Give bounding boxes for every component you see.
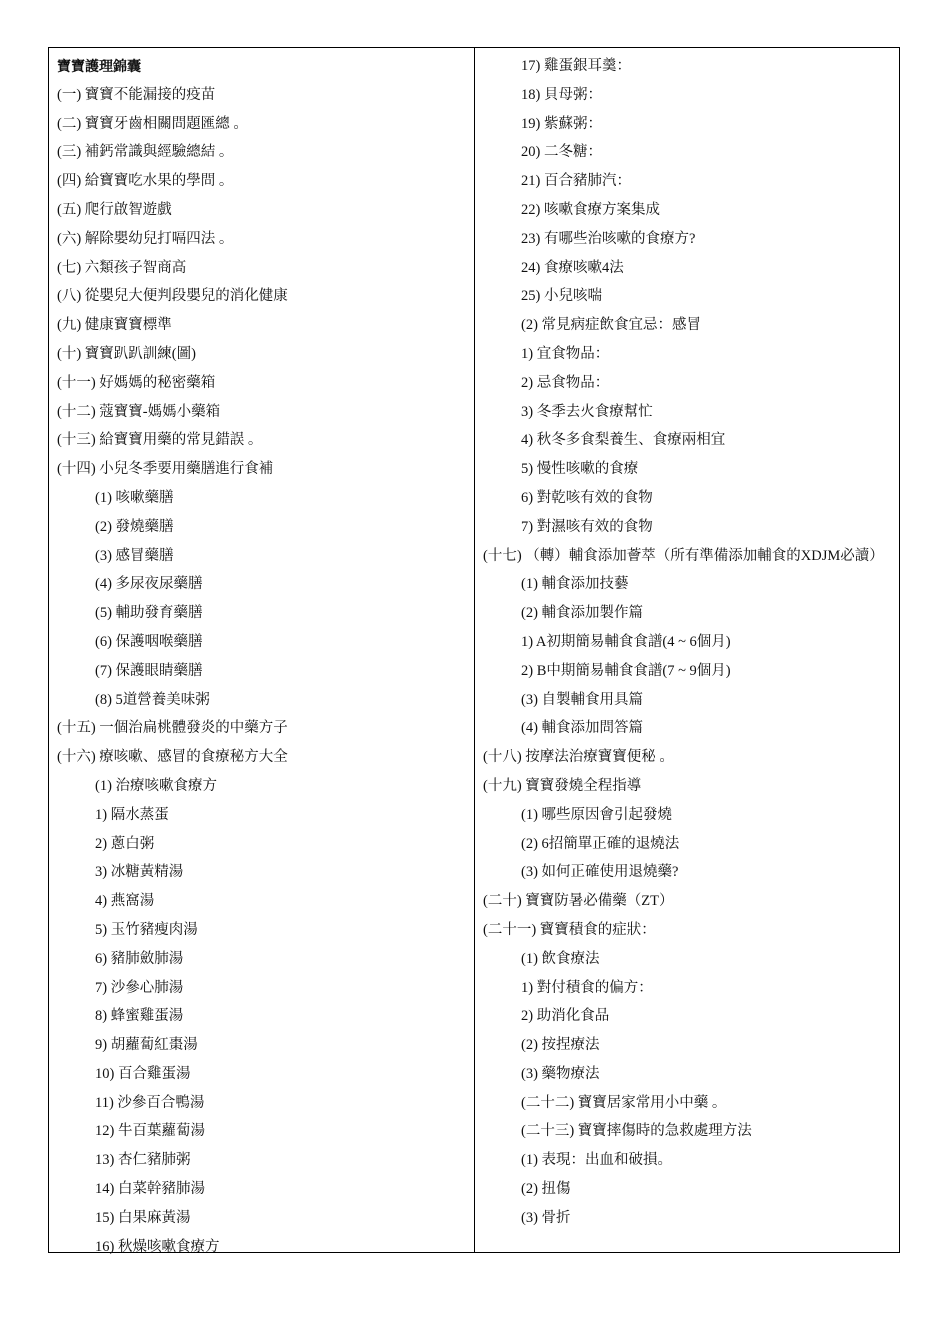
toc-entry: (二) 寶寶牙齒相關問題匯總 。 [57,115,248,132]
toc-entry: 2) 蔥白粥 [95,835,155,852]
toc-entry: (九) 健康寶寶標準 [57,317,172,334]
toc-entry: 3) 冬季去火食療幫忙 [521,403,653,420]
toc-entry: (十七) （轉）輔食添加薈萃（所有準備添加輔食的XDJM必讀） [483,547,884,564]
toc-entry: 7) 對濕咳有效的食物 [521,518,653,535]
toc-entry: (2) 6招簡單正確的退燒法 [521,835,680,852]
toc-entry: 7) 沙參心肺湯 [95,979,184,996]
toc-entry: 2) 忌食物品： [521,374,610,391]
toc-entry: 15) 白果麻黃湯 [95,1209,191,1226]
toc-entry: 16) 秋燥咳嗽食療方 [95,1238,220,1255]
toc-entry: (六) 解除嬰幼兒打嗝四法 。 [57,230,234,247]
toc-entry: 2) B中期簡易輔食食譜(7 ~ 9個月) [521,662,731,679]
toc-entry: 6) 豬肺斂肺湯 [95,950,184,967]
toc-entry: (1) 輔食添加技藝 [521,576,629,593]
toc-entry: 9) 胡蘿蔔紅棗湯 [95,1037,198,1054]
toc-entry: 11) 沙參百合鴨湯 [95,1094,205,1111]
toc-entry: (十一) 好媽媽的秘密藥箱 [57,374,216,391]
toc-entry: (十) 寶寶趴趴訓練(圖) [57,345,196,362]
toc-entry: (1) 咳嗽藥膳 [95,489,174,506]
toc-entry: 14) 白菜幹豬肺湯 [95,1181,205,1198]
right-column [475,48,899,1252]
document-title: 寶寶護理錦囊 [57,58,141,74]
toc-entry: (十八) 按摩法治療寶寶便秘 。 [483,749,674,766]
toc-entry: 23) 有哪些治咳嗽的食療方? [521,230,696,247]
toc-entry: (五) 爬行啟智遊戲 [57,201,172,218]
toc-entry: (十四) 小兒冬季要用藥膳進行食補 [57,461,274,478]
toc-entry: 1) 隔水蒸蛋 [95,806,169,823]
toc-entry: (四) 給寶寶吃水果的學問 。 [57,173,234,190]
toc-entry: (7) 保護眼睛藥膳 [95,662,203,679]
toc-entry: 6) 對乾咳有效的食物 [521,489,653,506]
toc-entry: (十二) 蔻寶寶-媽媽小藥箱 [57,403,221,420]
toc-entry: (3) 感冒藥膳 [95,547,174,564]
toc-entry: (1) 表現：出血和破損。 [521,1152,673,1169]
toc-entry: (十三) 給寶寶用藥的常見錯誤 。 [57,432,263,449]
toc-entry: 8) 蜂蜜雞蛋湯 [95,1008,184,1025]
toc-entry: (3) 藥物療法 [521,1065,600,1082]
toc-entry: 12) 牛百葉蘿蔔湯 [95,1123,205,1140]
toc-entry: (十五) 一個治扁桃體發炎的中藥方子 [57,720,288,737]
toc-entry: 1) 對付積食的偏方： [521,979,653,996]
left-column [49,48,475,1255]
toc-entry: 2) 助消化食品 [521,1008,610,1025]
toc-entry: (3) 如何正確使用退燒藥? [521,864,679,881]
toc-entry: 25) 小兒咳喘 [521,288,602,305]
toc-entry: (十九) 寶寶發燒全程指導 [483,777,642,794]
toc-entry: (3) 骨折 [521,1209,571,1226]
toc-table [48,47,900,1253]
toc-entry: (5) 輔助發育藥膳 [95,605,203,622]
toc-entry: (1) 哪些原因會引起發燒 [521,806,673,823]
toc-entry: 24) 食療咳嗽4法 [521,259,624,276]
toc-entry: 4) 燕窩湯 [95,893,155,910]
toc-entry: 19) 紫蘇粥： [521,115,602,132]
toc-entry: (6) 保護咽喉藥膳 [95,633,203,650]
toc-entry: 10) 百合雞蛋湯 [95,1065,191,1082]
toc-entry: (1) 飲食療法 [521,950,600,967]
toc-entry: (二十二) 寶寶居家常用小中藥 。 [521,1094,727,1111]
toc-entry: (一) 寶寶不能漏接的疫苗 [57,86,216,103]
toc-entry: (2) 輔食添加製作篇 [521,605,644,622]
toc-entry: (八) 從嬰兒大便判段嬰兒的消化健康 [57,288,288,305]
toc-entry: (4) 輔食添加問答篇 [521,720,644,737]
toc-entry: (二十三) 寶寶摔傷時的急救處理方法 [521,1123,752,1140]
toc-entry: 13) 杏仁豬肺粥 [95,1152,191,1169]
toc-entry: (4) 多尿夜尿藥膳 [95,576,203,593]
toc-entry: 22) 咳嗽食療方案集成 [521,201,660,218]
toc-entry: 4) 秋冬多食梨養生、食療兩相宜 [521,432,726,449]
toc-entry: 5) 玉竹豬瘦肉湯 [95,921,198,938]
toc-entry: (3) 自製輔食用具篇 [521,691,644,708]
toc-entry: 1) A初期簡易輔食食譜(4 ~ 6個月) [521,633,731,650]
toc-entry: 17) 雞蛋銀耳羹： [521,58,631,74]
toc-entry: (三) 補鈣常識與經驗總結 。 [57,144,234,161]
toc-entry: 3) 冰糖黃精湯 [95,864,184,881]
toc-entry: (1) 治療咳嗽食療方 [95,777,218,794]
toc-entry: 18) 貝母粥： [521,86,602,103]
toc-entry: (2) 發燒藥膳 [95,518,174,535]
toc-entry: (8) 5道營養美味粥 [95,691,210,708]
toc-entry: 21) 百合豬肺汽： [521,173,631,190]
toc-entry: (2) 常見病症飲食宜忌：感冒 [521,317,702,334]
toc-entry: 20) 二冬糖： [521,144,602,161]
toc-entry: (2) 扭傷 [521,1181,571,1198]
toc-entry: (2) 按捏療法 [521,1037,600,1054]
toc-entry: 5) 慢性咳嗽的食療 [521,461,639,478]
toc-entry: (二十一) 寶寶積食的症狀： [483,921,656,938]
toc-entry: (七) 六類孩子智商高 [57,259,187,276]
toc-entry: (十六) 療咳嗽、感冒的食療秘方大全 [57,749,288,766]
toc-entry: 1) 宜食物品： [521,345,610,362]
toc-entry: (二十) 寶寶防暑必備藥（ZT） [483,893,674,910]
